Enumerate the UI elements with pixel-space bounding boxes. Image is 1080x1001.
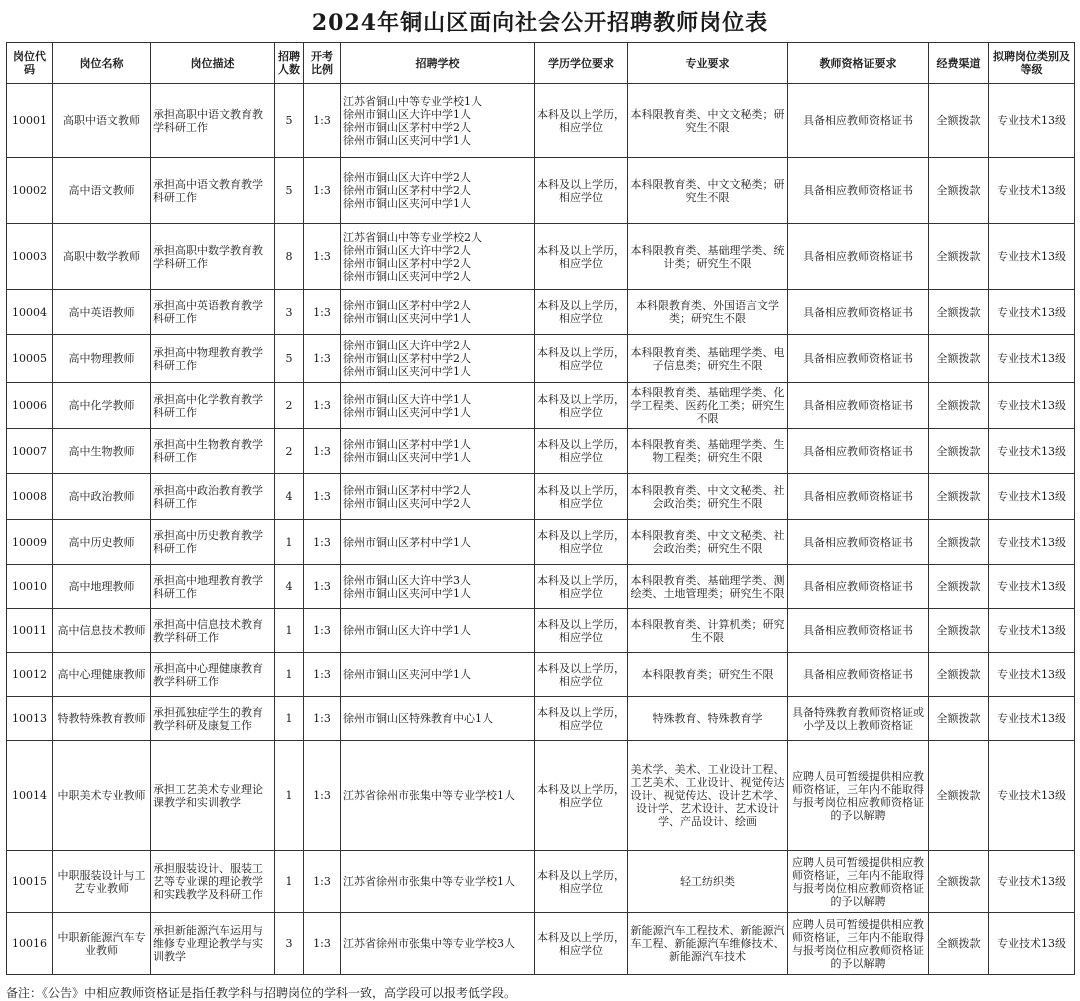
cert-requirement-cell: 具备相应教师资格证书 [788,565,929,609]
position-name-cell: 高职中语文教师 [53,84,151,158]
schools-cell [341,741,535,851]
edu-requirement-cell: 本科及以上学历，相应学位 [535,851,628,913]
fund-channel-cell: 全额拨款 [929,913,989,975]
post-level-cell: 专业技术13级 [989,565,1075,609]
major-requirement-cell: 本科限教育类、基础理学类、电子信息类；研究生不限 [628,335,788,383]
fund-channel-cell: 全额拨款 [929,224,989,290]
cert-requirement-cell: 具备相应教师资格证书 [788,609,929,653]
exam-ratio-cell: 1:3 [304,224,341,290]
edu-requirement-cell: 本科及以上学历，相应学位 [535,84,628,158]
job-table [6,42,1075,975]
post-level-cell: 专业技术13级 [989,741,1075,851]
post-level-cell: 专业技术13级 [989,84,1075,158]
major-requirement-cell: 本科限教育类、外国语言文学类；研究生不限 [628,290,788,335]
position-name-cell: 中职新能源汽车专业教师 [53,913,151,975]
schools-cell [341,335,535,383]
position-code-cell: 10014 [7,741,53,851]
cert-requirement-cell: 具备相应教师资格证书 [788,429,929,474]
cert-requirement-cell: 应聘人员可暂缓提供相应教师资格证，三年内不能取得与报考岗位相应教师资格证的予以解聘 [788,741,929,851]
position-code-cell: 10001 [7,84,53,158]
position-name-cell: 特教特殊教育教师 [53,697,151,741]
hire-count-cell: 3 [275,290,304,335]
school-entry: 徐州市铜山区夹河中学1人 [343,451,471,464]
hire-count-cell: 2 [275,429,304,474]
exam-ratio-cell: 1:3 [304,653,341,697]
hire-count-cell: 1 [275,609,304,653]
header-major: 专业要求 [628,43,788,84]
fund-channel-cell: 全额拨款 [929,335,989,383]
cert-requirement-cell: 具备特殊教育教师资格证或小学及以上教师资格证 [788,697,929,741]
hire-count-cell: 4 [275,565,304,609]
position-name-cell: 高中语文教师 [53,158,151,224]
fund-channel-cell: 全额拨款 [929,429,989,474]
position-desc-cell: 承担高中生物教育教学科研工作 [151,429,275,474]
table-row [7,851,1075,913]
position-desc-cell: 承担高中语文教育教学科研工作 [151,158,275,224]
major-requirement-cell: 新能源汽车工程技术、新能源汽车工程、新能源汽车维修技术、新能源汽车技术 [628,913,788,975]
edu-requirement-cell: 本科及以上学历，相应学位 [535,565,628,609]
school-entry: 江苏省徐州市张集中等专业学校1人 [343,875,515,888]
school-entry: 徐州市铜山区大许中学2人 [343,243,471,257]
hire-count-cell: 2 [275,383,304,429]
header-level: 拟聘岗位类别及等级 [989,43,1075,84]
header-schools: 招聘学校 [341,43,535,84]
school-entry: 徐州市铜山区夹河中学2人 [343,496,471,510]
school-entry: 徐州市铜山区茅村中学2人 [343,483,471,497]
fund-channel-cell: 全额拨款 [929,609,989,653]
exam-ratio-cell: 1:3 [304,158,341,224]
schools-cell [341,224,535,290]
table-row [7,697,1075,741]
school-entry: 徐州市铜山区大许中学2人 [343,171,471,184]
position-code-cell: 10010 [7,565,53,609]
cert-requirement-cell: 具备相应教师资格证书 [788,520,929,565]
school-entry: 徐州市铜山区大许中学2人 [343,339,471,352]
table-row [7,520,1075,565]
cert-requirement-cell: 具备相应教师资格证书 [788,290,929,335]
table-row [7,224,1075,290]
hire-count-cell: 1 [275,697,304,741]
post-level-cell: 专业技术13级 [989,653,1075,697]
exam-ratio-cell: 1:3 [304,913,341,975]
position-name-cell: 高中物理教师 [53,335,151,383]
table-row [7,290,1075,335]
table-row [7,913,1075,975]
fund-channel-cell: 全额拨款 [929,653,989,697]
edu-requirement-cell: 本科及以上学历，相应学位 [535,697,628,741]
major-requirement-cell: 本科限教育类、中文文秘类；研究生不限 [628,158,788,224]
major-requirement-cell: 本科限教育类、中文文秘类、社会政治类；研究生不限 [628,520,788,565]
exam-ratio-cell: 1:3 [304,565,341,609]
schools-cell [341,609,535,653]
post-level-cell: 专业技术13级 [989,520,1075,565]
page-title: 2024年铜山区面向社会公开招聘教师岗位表 [311,10,769,36]
school-entry: 徐州市铜山区夹河中学1人 [343,197,471,210]
major-requirement-cell: 本科限教育类、基础理学类、统计类；研究生不限 [628,224,788,290]
post-level-cell: 专业技术13级 [989,383,1075,429]
school-entry: 徐州市铜山区夹河中学1人 [343,365,471,378]
edu-requirement-cell: 本科及以上学历，相应学位 [535,158,628,224]
post-level-cell: 专业技术13级 [989,474,1075,520]
header-fund: 经费渠道 [929,43,989,84]
position-name-cell: 高中地理教师 [53,565,151,609]
school-entry: 徐州市铜山区茅村中学2人 [343,299,471,312]
fund-channel-cell: 全额拨款 [929,290,989,335]
major-requirement-cell: 本科限教育类、中文文秘类；研究生不限 [628,84,788,158]
position-name-cell: 中职美术专业教师 [53,741,151,851]
edu-requirement-cell: 本科及以上学历，相应学位 [535,474,628,520]
hire-count-cell: 5 [275,158,304,224]
position-desc-cell: 承担服装设计、服装工艺等专业课的理论教学和实践教学及科研工作 [151,851,275,913]
schools-cell [341,290,535,335]
schools-cell [341,520,535,565]
hire-count-cell: 1 [275,520,304,565]
header-cert: 教师资格证要求 [788,43,929,84]
fund-channel-cell: 全额拨款 [929,84,989,158]
hire-count-cell: 3 [275,913,304,975]
fund-channel-cell: 全额拨款 [929,741,989,851]
position-code-cell: 10015 [7,851,53,913]
school-entry: 徐州市铜山区茅村中学2人 [343,184,471,197]
schools-cell [341,913,535,975]
position-code-cell: 10007 [7,429,53,474]
schools-cell [341,383,535,429]
hire-count-cell: 1 [275,653,304,697]
edu-requirement-cell: 本科及以上学历，相应学位 [535,290,628,335]
position-name-cell: 高中英语教师 [53,290,151,335]
edu-requirement-cell: 本科及以上学历，相应学位 [535,653,628,697]
header-row [7,43,1075,84]
header-edu: 学历学位要求 [535,43,628,84]
edu-requirement-cell: 本科及以上学历，相应学位 [535,520,628,565]
exam-ratio-cell: 1:3 [304,474,341,520]
post-level-cell: 专业技术13级 [989,609,1075,653]
schools-cell [341,697,535,741]
school-entry: 徐州市铜山区茅村中学2人 [343,256,471,270]
cert-requirement-cell: 具备相应教师资格证书 [788,383,929,429]
position-name-cell: 高中历史教师 [53,520,151,565]
cert-requirement-cell: 具备相应教师资格证书 [788,84,929,158]
position-desc-cell: 承担高中化学教育教学科研工作 [151,383,275,429]
school-entry: 徐州市铜山区大许中学1人 [343,624,471,637]
school-entry: 徐州市铜山区夹河中学1人 [343,405,471,419]
school-entry: 江苏省徐州市张集中等专业学校3人 [343,937,515,950]
school-entry: 徐州市铜山区大许中学1人 [343,392,471,406]
position-name-cell: 高中生物教师 [53,429,151,474]
position-desc-cell: 承担高中历史教育教学科研工作 [151,520,275,565]
post-level-cell: 专业技术13级 [989,335,1075,383]
position-code-cell: 10012 [7,653,53,697]
position-desc-cell: 承担高职中语文教育教学科研工作 [151,84,275,158]
fund-channel-cell: 全额拨款 [929,158,989,224]
exam-ratio-cell: 1:3 [304,84,341,158]
schools-cell [341,429,535,474]
major-requirement-cell: 本科限教育类、基础理学类、生物工程类；研究生不限 [628,429,788,474]
exam-ratio-cell: 1:3 [304,851,341,913]
school-entry: 徐州市铜山区夹河中学2人 [343,269,471,283]
table-row [7,429,1075,474]
header-code: 岗位代码 [7,43,53,84]
cert-requirement-cell: 具备相应教师资格证书 [788,224,929,290]
post-level-cell: 专业技术13级 [989,851,1075,913]
table-row [7,335,1075,383]
edu-requirement-cell: 本科及以上学历，相应学位 [535,224,628,290]
schools-cell [341,653,535,697]
major-requirement-cell: 特殊教育、特殊教育学 [628,697,788,741]
school-entry: 徐州市铜山区茅村中学1人 [343,535,471,549]
header-name: 岗位名称 [53,43,151,84]
school-entry: 徐州市铜山区茅村中学1人 [343,438,471,451]
post-level-cell: 专业技术13级 [989,224,1075,290]
fund-channel-cell: 全额拨款 [929,565,989,609]
cert-requirement-cell: 应聘人员可暂缓提供相应教师资格证，三年内不能取得与报考岗位相应教师资格证的予以解聘 [788,913,929,975]
position-desc-cell: 承担高中信息技术教育教学科研工作 [151,609,275,653]
school-entry: 徐州市铜山区茅村中学2人 [343,352,471,365]
major-requirement-cell: 本科限教育类、计算机类；研究生不限 [628,609,788,653]
cert-requirement-cell: 具备相应教师资格证书 [788,158,929,224]
position-code-cell: 10006 [7,383,53,429]
schools-cell [341,851,535,913]
table-body [7,84,1075,975]
position-desc-cell: 承担高中心理健康教育教学科研工作 [151,653,275,697]
exam-ratio-cell: 1:3 [304,741,341,851]
school-entry: 江苏省徐州市张集中等专业学校1人 [343,789,515,802]
schools-cell [341,158,535,224]
school-entry: 江苏省铜山中等专业学校1人 [343,94,482,108]
major-requirement-cell: 本科限教育类、基础理学类、化学工程类、医药化工类；研究生不限 [628,383,788,429]
table-row [7,653,1075,697]
major-requirement-cell: 本科限教育类、中文文秘类、社会政治类；研究生不限 [628,474,788,520]
cert-requirement-cell: 具备相应教师资格证书 [788,653,929,697]
position-desc-cell: 承担工艺美术专业理论课教学和实训教学 [151,741,275,851]
position-code-cell: 10003 [7,224,53,290]
table-row [7,474,1075,520]
edu-requirement-cell: 本科及以上学历，相应学位 [535,913,628,975]
post-level-cell: 专业技术13级 [989,913,1075,975]
fund-channel-cell: 全额拨款 [929,520,989,565]
edu-requirement-cell: 本科及以上学历，相应学位 [535,429,628,474]
position-name-cell: 高中政治教师 [53,474,151,520]
position-code-cell: 10011 [7,609,53,653]
exam-ratio-cell: 1:3 [304,429,341,474]
school-entry: 徐州市铜山区夹河中学1人 [343,586,471,600]
position-name-cell: 高中信息技术教师 [53,609,151,653]
position-desc-cell: 承担高职中数学教育教学科研工作 [151,224,275,290]
fund-channel-cell: 全额拨款 [929,383,989,429]
edu-requirement-cell: 本科及以上学历，相应学位 [535,383,628,429]
table-row [7,84,1075,158]
position-code-cell: 10013 [7,697,53,741]
footnote: 备注：《公告》中相应教师资格证是指任教学科与招聘岗位的学科一致，高学段可以报考低学段。 [6,986,517,1000]
position-code-cell: 10002 [7,158,53,224]
position-desc-cell: 承担孤独症学生的教育教学科研及康复工作 [151,697,275,741]
school-entry: 徐州市铜山区夹河中学1人 [343,668,471,681]
school-entry: 徐州市铜山区大许中学3人 [343,573,471,587]
hire-count-cell: 1 [275,851,304,913]
position-code-cell: 10004 [7,290,53,335]
edu-requirement-cell: 本科及以上学历，相应学位 [535,741,628,851]
position-name-cell: 中职服装设计与工艺专业教师 [53,851,151,913]
schools-cell [341,474,535,520]
cert-requirement-cell: 具备相应教师资格证书 [788,474,929,520]
position-desc-cell: 承担高中地理教育教学科研工作 [151,565,275,609]
hire-count-cell: 4 [275,474,304,520]
exam-ratio-cell: 1:3 [304,290,341,335]
position-code-cell: 10008 [7,474,53,520]
cert-requirement-cell: 具备相应教师资格证书 [788,335,929,383]
edu-requirement-cell: 本科及以上学历，相应学位 [535,335,628,383]
post-level-cell: 专业技术13级 [989,429,1075,474]
school-entry: 徐州市铜山区夹河中学1人 [343,312,471,325]
position-code-cell: 10005 [7,335,53,383]
post-level-cell: 专业技术13级 [989,697,1075,741]
exam-ratio-cell: 1:3 [304,335,341,383]
header-ratio: 开考比例 [304,43,341,84]
table-row [7,565,1075,609]
position-name-cell: 高中化学教师 [53,383,151,429]
school-entry: 徐州市铜山区特殊教育中心1人 [343,712,493,725]
header-count: 招聘人数 [275,43,304,84]
school-entry: 徐州市铜山区夹河中学1人 [343,133,471,147]
exam-ratio-cell: 1:3 [304,383,341,429]
position-desc-cell: 承担高中英语教育教学科研工作 [151,290,275,335]
major-requirement-cell: 美术学、美术、工业设计工程、工艺美术、工业设计、视觉传达设计、视觉传达、设计艺术学、设计学、艺术设计、艺术设计学、产品设计、绘画 [628,741,788,851]
position-desc-cell: 承担高中物理教育教学科研工作 [151,335,275,383]
position-code-cell: 10009 [7,520,53,565]
cert-requirement-cell: 应聘人员可暂缓提供相应教师资格证，三年内不能取得与报考岗位相应教师资格证的予以解聘 [788,851,929,913]
school-entry: 徐州市铜山区大许中学1人 [343,107,471,121]
fund-channel-cell: 全额拨款 [929,474,989,520]
hire-count-cell: 5 [275,84,304,158]
exam-ratio-cell: 1:3 [304,609,341,653]
fund-channel-cell: 全额拨款 [929,697,989,741]
hire-count-cell: 8 [275,224,304,290]
school-entry: 江苏省铜山中等专业学校2人 [343,230,482,244]
hire-count-cell: 1 [275,741,304,851]
position-code-cell: 10016 [7,913,53,975]
schools-cell [341,84,535,158]
school-entry: 徐州市铜山区茅村中学2人 [343,120,471,134]
table-row [7,741,1075,851]
table-row [7,158,1075,224]
table-row [7,383,1075,429]
position-desc-cell: 承担高中政治教育教学科研工作 [151,474,275,520]
position-name-cell: 高中心理健康教师 [53,653,151,697]
major-requirement-cell: 本科限教育类、基础理学类、测绘类、土地管理类；研究生不限 [628,565,788,609]
major-requirement-cell: 轻工纺织类 [628,851,788,913]
position-name-cell: 高职中数学教师 [53,224,151,290]
major-requirement-cell: 本科限教育类；研究生不限 [628,653,788,697]
header-desc: 岗位描述 [151,43,275,84]
post-level-cell: 专业技术13级 [989,290,1075,335]
hire-count-cell: 5 [275,335,304,383]
position-desc-cell: 承担新能源汽车运用与维修专业理论教学与实训教学 [151,913,275,975]
post-level-cell: 专业技术13级 [989,158,1075,224]
edu-requirement-cell: 本科及以上学历，相应学位 [535,609,628,653]
table-row [7,609,1075,653]
exam-ratio-cell: 1:3 [304,520,341,565]
exam-ratio-cell: 1:3 [304,697,341,741]
schools-cell [341,565,535,609]
fund-channel-cell: 全额拨款 [929,851,989,913]
